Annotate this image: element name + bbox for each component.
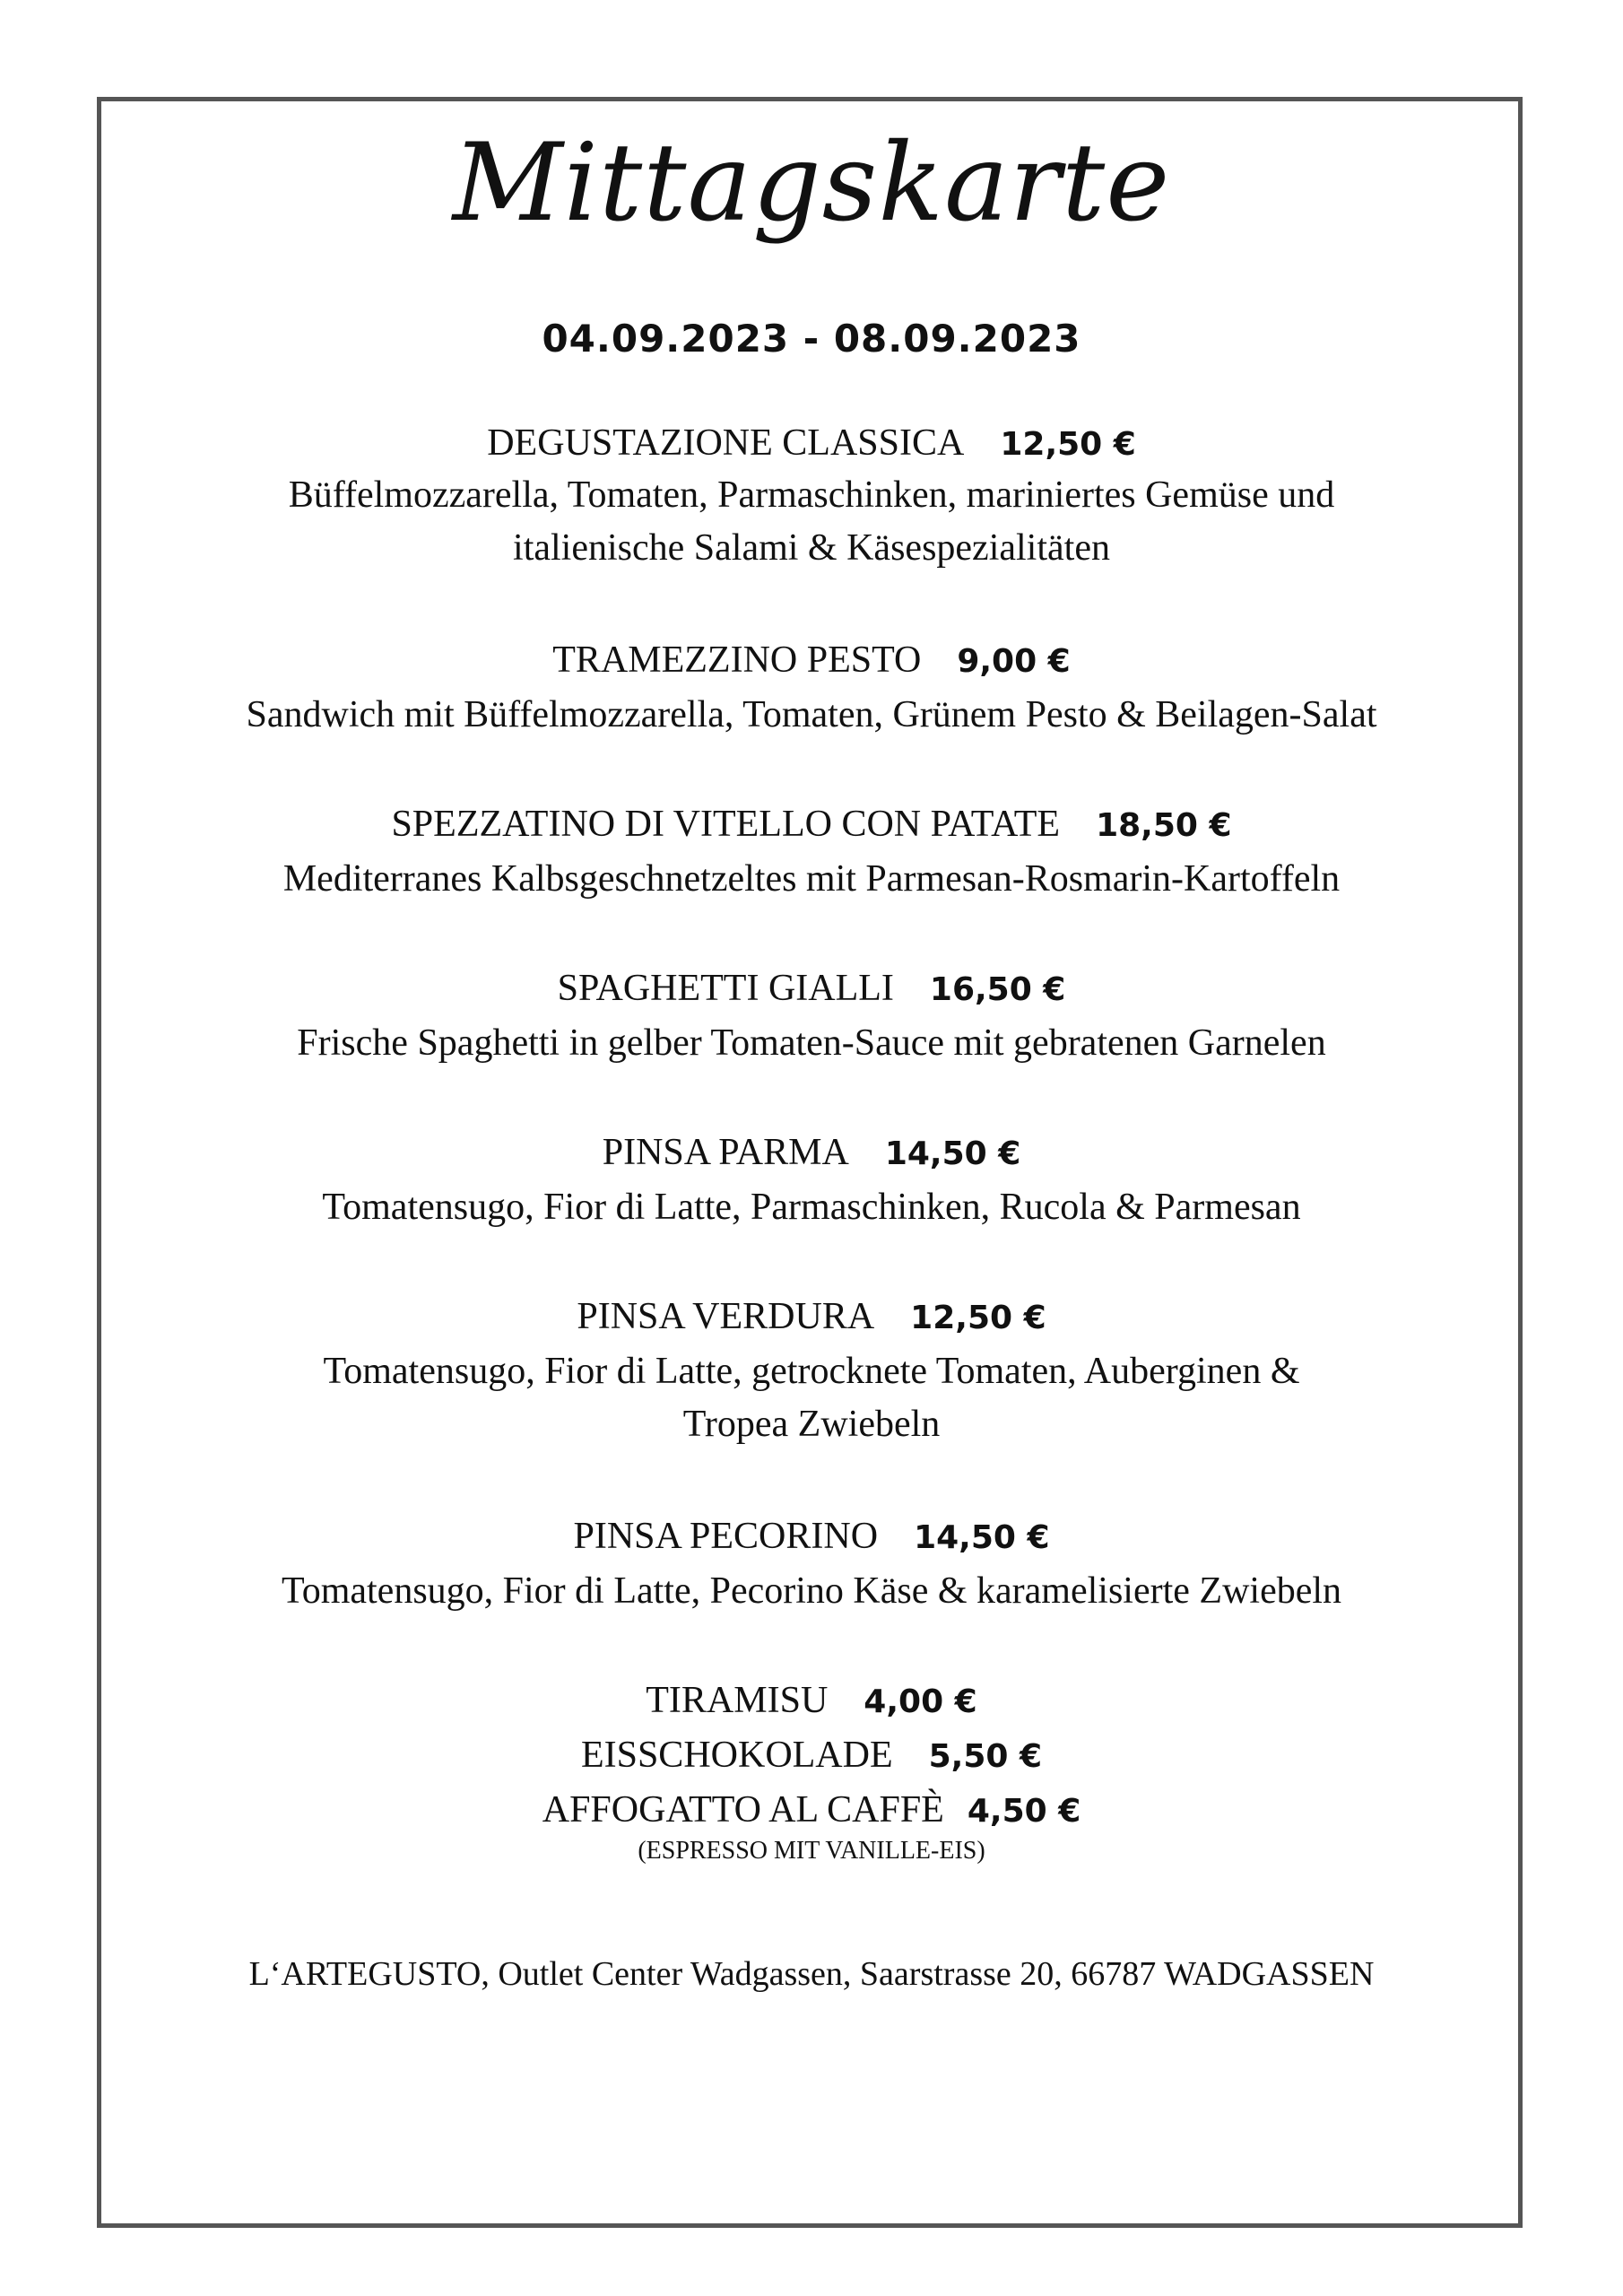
menu-item-description: italienische Salami & Käsespezialitäten <box>513 527 1110 569</box>
menu-title: Mittagskarte <box>452 121 1171 246</box>
menu-dates: 04.09.2023 - 08.09.2023 <box>542 317 1081 361</box>
menu-item-description: Mediterranes Kalbsgeschnetzeltes mit Parmesan-Rosmarin-Kartoffeln <box>282 858 1341 900</box>
dessert-item: TIRAMISU 4,00 € <box>646 1680 977 1721</box>
menu-item-description: Tomatensugo, Fior di Latte, Pecorino Käse & karamelisierte Zwiebeln <box>281 1570 1342 1612</box>
menu-item-price: 14,50 € <box>914 1519 1050 1556</box>
dessert-item: EISSCHOKOLADE 5,50 € <box>580 1735 1043 1776</box>
menu-item-name: PINSA VERDURA 12,50 € <box>577 1296 1046 1337</box>
dessert-item: AFFOGATTO AL CAFFÈ 4,50 € <box>542 1789 1081 1831</box>
menu-item-name: TRAMEZZINO PESTO 9,00 € <box>552 639 1071 681</box>
menu-item-price: 18,50 € <box>1096 807 1232 844</box>
menu-item-name: SPAGHETTI GIALLI 16,50 € <box>557 968 1066 1009</box>
menu-item-price: 14,50 € <box>884 1135 1021 1172</box>
menu-item-price: 12,50 € <box>910 1300 1046 1336</box>
dessert-price: 5,50 € <box>928 1738 1043 1775</box>
menu-item-name: DEGUSTAZIONE CLASSICA 12,50 € <box>487 422 1136 464</box>
menu-item-name: PINSA PARMA 14,50 € <box>602 1132 1021 1173</box>
menu-item-name: PINSA PECORINO 14,50 € <box>573 1516 1050 1557</box>
menu-item-price: 12,50 € <box>1000 426 1136 463</box>
dessert-price: 4,50 € <box>967 1793 1081 1830</box>
restaurant-address: L‘ARTEGUSTO, Outlet Center Wadgassen, Saarstrasse 20, 66787 WADGASSEN <box>248 1955 1375 1993</box>
menu-item-description: Tomatensugo, Fior di Latte, Parmaschinken, Rucola & Parmesan <box>322 1187 1301 1228</box>
dessert-price: 4,00 € <box>864 1683 977 1720</box>
menu-item-description: Büffelmozzarella, Tomaten, Parmaschinken, mariniertes Gemüse und <box>288 474 1335 516</box>
dessert-note: (ESPRESSO MIT VANILLE-EIS) <box>638 1837 985 1865</box>
menu-item-description: Tropea Zwiebeln <box>682 1404 941 1445</box>
menu-item-description: Frische Spaghetti in gelber Tomaten-Sauce mit gebratenen Garnelen <box>297 1022 1326 1064</box>
menu-item-price: 9,00 € <box>957 643 1071 680</box>
menu-item-description: Sandwich mit Büffelmozzarella, Tomaten, Grünem Pesto & Beilagen-Salat <box>246 694 1377 735</box>
menu-item-description: Tomatensugo, Fior di Latte, getrocknete Tomaten, Auberginen & <box>323 1351 1300 1392</box>
menu-item-price: 16,50 € <box>929 971 1066 1008</box>
menu-item-name: SPEZZATINO DI VITELLO CON PATATE 18,50 € <box>391 804 1232 845</box>
